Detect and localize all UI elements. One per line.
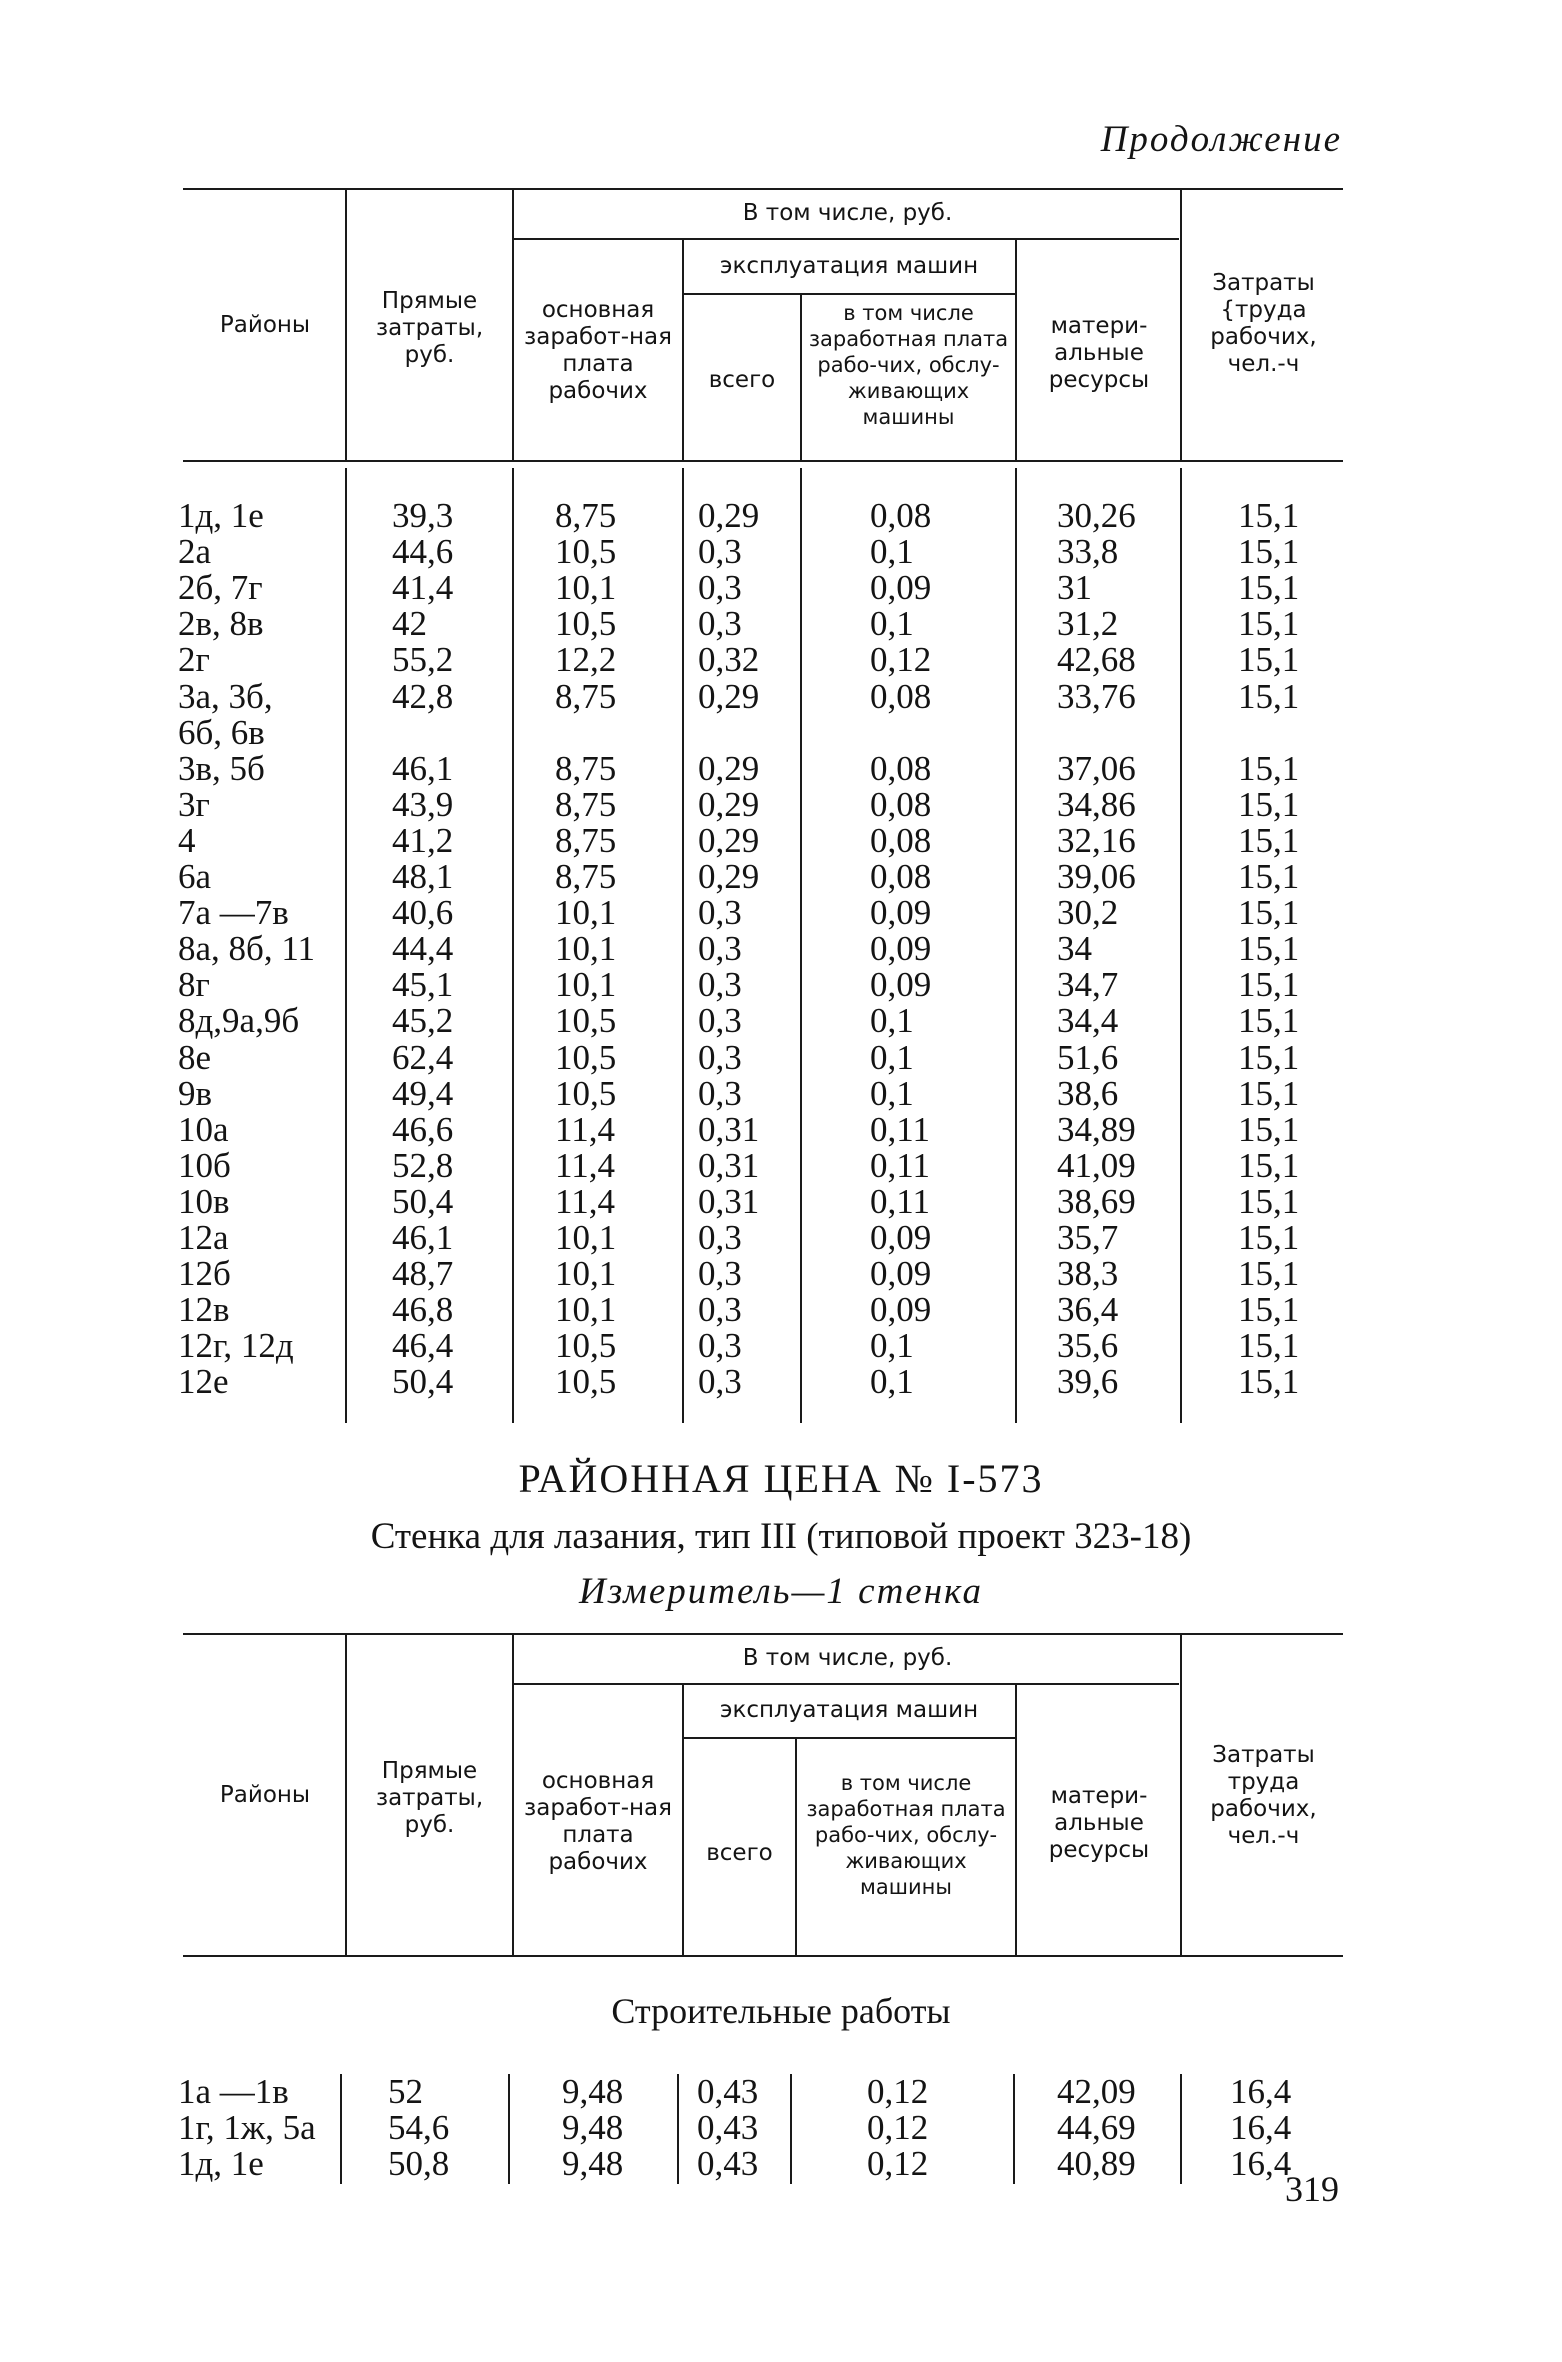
table-cell: 46,4	[392, 1326, 454, 1366]
header-osnovnaya: основная заработ-ная плата рабочих	[524, 1768, 672, 1875]
table1-top-rule	[183, 188, 1343, 190]
header-osnovnaya: основная заработ-ная плата рабочих	[524, 297, 672, 404]
district-cell: 9в	[178, 1073, 213, 1113]
table-cell: 0,08	[870, 676, 932, 716]
table-cell: 42,09	[1057, 2072, 1136, 2111]
table-cell: 38,3	[1057, 1254, 1119, 1294]
table-cell: 15,1	[1238, 496, 1300, 535]
table-cell: 31,2	[1057, 604, 1119, 644]
table-cell: 31	[1057, 568, 1092, 608]
table-cell: 10,5	[555, 1073, 617, 1113]
price-subtitle: Стенка для лазания, тип III (типовой проект 323-18)	[370, 1516, 1192, 1557]
price-title: РАЙОННАЯ ЦЕНА № I-573	[518, 1456, 1044, 1501]
table-cell: 34,7	[1057, 965, 1119, 1005]
table2-vtom-rule	[512, 1683, 1179, 1685]
district-cell: 6а	[178, 857, 212, 896]
table-cell: 44,4	[392, 929, 454, 969]
table-cell: 54,6	[388, 2108, 450, 2147]
table1-vline	[800, 295, 802, 462]
table-cell: 8,75	[555, 748, 617, 788]
body-vline	[682, 468, 684, 1423]
header-vsego: всего	[706, 1840, 773, 1866]
body-vline	[677, 2074, 679, 2184]
body-vline	[512, 468, 514, 1423]
header-pryamye: Прямые затраты, руб.	[375, 1758, 484, 1838]
body-vline	[790, 2074, 792, 2184]
table-cell: 0,3	[698, 1073, 742, 1113]
table-cell: 8,75	[555, 857, 617, 896]
table-cell: 16,4	[1230, 2108, 1292, 2147]
table-cell: 10,5	[555, 1001, 617, 1041]
district-cell: 12б	[178, 1254, 231, 1294]
table-cell: 0,29	[698, 820, 760, 860]
table-cell: 0,1	[870, 1073, 914, 1113]
table2-vline	[795, 1739, 797, 1955]
table-cell: 0,29	[698, 857, 760, 896]
table-cell: 16,4	[1230, 2144, 1292, 2183]
table-cell: 34,86	[1057, 784, 1136, 824]
table1-header-bottom-rule	[183, 460, 1343, 462]
table-cell: 0,1	[870, 532, 914, 572]
table-cell: 51,6	[1057, 1037, 1119, 1077]
table-cell: 9,48	[562, 2144, 624, 2183]
table-cell: 15,1	[1238, 604, 1300, 644]
table-cell: 44,69	[1057, 2108, 1136, 2147]
table-cell: 10,1	[555, 893, 617, 933]
table-cell: 0,3	[698, 965, 742, 1005]
district-cell: 3в, 5б	[178, 748, 265, 788]
table-cell: 0,11	[870, 1145, 930, 1185]
table-cell: 0,3	[698, 929, 742, 969]
table-cell: 15,1	[1238, 640, 1300, 680]
table-cell: 0,31	[698, 1181, 760, 1221]
table-cell: 10,1	[555, 965, 617, 1005]
table-cell: 0,09	[870, 1290, 932, 1330]
table-cell: 0,3	[698, 1326, 742, 1366]
table-cell: 0,09	[870, 929, 932, 969]
table-cell: 15,1	[1238, 1145, 1300, 1185]
table-cell: 15,1	[1238, 965, 1300, 1005]
table-cell: 15,1	[1238, 1254, 1300, 1294]
table-cell: 41,4	[392, 568, 454, 608]
table-cell: 0,08	[870, 748, 932, 788]
district-cell: 3г	[178, 784, 210, 824]
table-cell: 33,8	[1057, 532, 1119, 572]
table-cell: 0,3	[698, 1290, 742, 1330]
table-cell: 15,1	[1238, 568, 1300, 608]
body-vline	[508, 2074, 510, 2184]
table-cell: 0,09	[870, 1218, 932, 1257]
body-vline	[1015, 468, 1017, 1423]
continued-label: Продолжение	[1100, 119, 1342, 160]
table1-vline	[1015, 240, 1017, 462]
table-cell: 0,3	[698, 1001, 742, 1041]
body-vline	[1180, 2074, 1182, 2184]
header-v-tom-chisle-zarabot: в том числе заработная плата рабо-чих, обслу-живающих машины	[806, 1771, 1006, 1899]
table-cell: 10,1	[555, 1290, 617, 1330]
table-cell: 15,1	[1238, 929, 1300, 969]
table-cell: 0,43	[697, 2108, 759, 2147]
table-cell: 55,2	[392, 640, 454, 680]
district-cell: 8е	[178, 1037, 212, 1077]
district-cell: 2а	[178, 532, 212, 572]
table-cell: 0,08	[870, 784, 932, 824]
district-cell: 10а	[178, 1109, 229, 1149]
table-cell: 0,29	[698, 676, 760, 716]
table-cell: 40,6	[392, 893, 454, 933]
header-vsego: всего	[708, 367, 776, 393]
table-cell: 41,2	[392, 820, 454, 860]
table-cell: 0,1	[870, 1326, 914, 1366]
table-cell: 10,1	[555, 929, 617, 969]
table-cell: 15,1	[1238, 1037, 1300, 1077]
table-cell: 10,5	[555, 1362, 617, 1402]
table-cell: 0,11	[870, 1109, 930, 1149]
table-cell: 15,1	[1238, 857, 1300, 896]
table-cell: 46,1	[392, 748, 454, 788]
table-cell: 36,4	[1057, 1290, 1119, 1330]
header-rayony: Районы	[219, 1782, 311, 1808]
table-cell: 9,48	[562, 2108, 624, 2147]
table-cell: 52	[388, 2072, 423, 2111]
table-cell: 0,3	[698, 568, 742, 608]
table1-vline	[512, 190, 514, 462]
table-cell: 0,29	[698, 784, 760, 824]
table-cell: 0,12	[867, 2108, 929, 2147]
district-cell: 2б, 7г	[178, 568, 263, 608]
header-materialnye: матери-альные ресурсы	[1048, 313, 1150, 393]
table-cell: 46,1	[392, 1218, 454, 1257]
table-cell: 16,4	[1230, 2072, 1292, 2111]
table-cell: 15,1	[1238, 532, 1300, 572]
table-cell: 0,12	[867, 2144, 929, 2183]
table-cell: 10,1	[555, 1254, 617, 1294]
table-cell: 42	[392, 604, 427, 644]
header-ekspluataciya: эксплуатация машин	[719, 253, 979, 279]
table-cell: 8,75	[555, 676, 617, 716]
table-cell: 0,09	[870, 568, 932, 608]
table1-ekspl-rule	[682, 293, 1015, 295]
table-cell: 33,76	[1057, 676, 1136, 716]
table-cell: 0,08	[870, 496, 932, 535]
table-cell: 0,31	[698, 1109, 760, 1149]
table-cell: 9,48	[562, 2072, 624, 2111]
table-cell: 10,5	[555, 532, 617, 572]
table-cell: 15,1	[1238, 1290, 1300, 1330]
district-cell: 2в, 8в	[178, 604, 264, 644]
table-cell: 43,9	[392, 784, 454, 824]
body-vline	[800, 468, 802, 1423]
table-cell: 30,2	[1057, 893, 1119, 933]
district-cell: 6б, 6в	[178, 712, 265, 752]
section-title: Строительные работы	[611, 1991, 951, 2031]
district-cell: 1а —1в	[178, 2072, 289, 2111]
table-cell: 12,2	[555, 640, 617, 680]
district-cell: 1г, 1ж, 5а	[178, 2108, 316, 2147]
table-cell: 39,3	[392, 496, 454, 535]
table-cell: 15,1	[1238, 1001, 1300, 1041]
table-cell: 0,08	[870, 857, 932, 896]
table-cell: 32,16	[1057, 820, 1136, 860]
table2-header-bottom-rule	[183, 1955, 1343, 1957]
district-cell: 4	[178, 820, 196, 860]
table-cell: 0,12	[867, 2072, 929, 2111]
district-cell: 10в	[178, 1181, 230, 1221]
table-cell: 15,1	[1238, 820, 1300, 860]
table-cell: 15,1	[1238, 1073, 1300, 1113]
table-cell: 0,43	[697, 2144, 759, 2183]
table-cell: 0,29	[698, 748, 760, 788]
table-cell: 49,4	[392, 1073, 454, 1113]
table-cell: 10,1	[555, 568, 617, 608]
table-cell: 11,4	[555, 1109, 615, 1149]
table-cell: 52,8	[392, 1145, 454, 1185]
table-cell: 8,75	[555, 496, 617, 535]
table-cell: 10,1	[555, 1218, 617, 1257]
measure-unit: Измеритель—1 стенка	[579, 1571, 983, 1612]
table-cell: 15,1	[1238, 893, 1300, 933]
table-cell: 34,4	[1057, 1001, 1119, 1041]
table-cell: 0,3	[698, 893, 742, 933]
table-cell: 50,8	[388, 2144, 450, 2183]
district-cell: 12а	[178, 1218, 229, 1257]
table2-vline	[1015, 1685, 1017, 1955]
table-cell: 38,69	[1057, 1181, 1136, 1221]
district-cell: 8д,9а,9б	[178, 1001, 300, 1041]
table-cell: 0,3	[698, 532, 742, 572]
district-cell: 10б	[178, 1145, 231, 1185]
table-cell: 48,1	[392, 857, 454, 896]
table-cell: 15,1	[1238, 1109, 1300, 1149]
table-cell: 10,5	[555, 1326, 617, 1366]
table-cell: 44,6	[392, 532, 454, 572]
table-cell: 34	[1057, 929, 1092, 969]
table-cell: 50,4	[392, 1181, 454, 1221]
header-zatraty: Затраты труда рабочих, чел.-ч	[1210, 1742, 1317, 1849]
table-cell: 15,1	[1238, 1326, 1300, 1366]
body-vline	[345, 468, 347, 1423]
table-cell: 11,4	[555, 1145, 615, 1185]
table-cell: 0,3	[698, 1037, 742, 1077]
table-cell: 35,6	[1057, 1326, 1119, 1366]
table-cell: 50,4	[392, 1362, 454, 1402]
table1-vtom-rule	[512, 238, 1179, 240]
table-cell: 10,5	[555, 1037, 617, 1077]
table-cell: 46,8	[392, 1290, 454, 1330]
table-cell: 10,5	[555, 604, 617, 644]
table-cell: 15,1	[1238, 676, 1300, 716]
header-v-tom-chisle-zarabot: в том числе заработная плата рабо-чих, обслу-живающих машины	[808, 301, 1009, 429]
table-cell: 39,06	[1057, 857, 1136, 896]
table-cell: 0,3	[698, 604, 742, 644]
header-pryamye: Прямые затраты, руб.	[375, 288, 484, 368]
table-cell: 42,68	[1057, 640, 1136, 680]
table-cell: 35,7	[1057, 1218, 1119, 1257]
table-cell: 15,1	[1238, 1218, 1300, 1257]
district-cell: 12г, 12д	[178, 1326, 294, 1366]
table-cell: 0,09	[870, 893, 932, 933]
district-cell: 8г	[178, 965, 210, 1005]
table2-vline	[345, 1635, 347, 1955]
body-vline	[1180, 468, 1182, 1423]
header-v-tom-chisle: В том числе, руб.	[742, 1645, 953, 1671]
table-cell: 0,3	[698, 1254, 742, 1294]
body-vline	[1013, 2074, 1015, 2184]
table-cell: 40,89	[1057, 2144, 1136, 2183]
table-cell: 15,1	[1238, 748, 1300, 788]
table-cell: 30,26	[1057, 496, 1136, 535]
table-cell: 0,12	[870, 640, 932, 680]
table-cell: 0,09	[870, 965, 932, 1005]
table-cell: 62,4	[392, 1037, 454, 1077]
body-vline	[340, 2074, 342, 2184]
table2-ekspl-rule	[682, 1737, 1015, 1739]
table-cell: 45,1	[392, 965, 454, 1005]
table-cell: 15,1	[1238, 1181, 1300, 1221]
table-cell: 15,1	[1238, 1362, 1300, 1402]
table-cell: 37,06	[1057, 748, 1136, 788]
table-cell: 0,31	[698, 1145, 760, 1185]
district-cell: 8а, 8б, 11	[178, 929, 316, 969]
district-cell: 2г	[178, 640, 210, 680]
table-cell: 48,7	[392, 1254, 454, 1294]
district-cell: 12в	[178, 1290, 230, 1330]
district-cell: 1д, 1е	[178, 496, 264, 535]
table-cell: 42,8	[392, 676, 454, 716]
table-cell: 0,1	[870, 1001, 914, 1041]
table-cell: 0,29	[698, 496, 760, 535]
table-cell: 0,3	[698, 1362, 742, 1402]
table-cell: 15,1	[1238, 784, 1300, 824]
header-materialnye: матери-альные ресурсы	[1048, 1783, 1150, 1863]
table-cell: 8,75	[555, 820, 617, 860]
district-cell: 7а —7в	[178, 893, 289, 933]
table2-vline	[682, 1685, 684, 1955]
table-cell: 0,08	[870, 820, 932, 860]
table-cell: 46,6	[392, 1109, 454, 1149]
header-rayony: Районы	[219, 312, 311, 338]
table2-vline	[1180, 1635, 1182, 1955]
district-cell: 12е	[178, 1362, 229, 1402]
table-cell: 0,09	[870, 1254, 932, 1294]
table-cell: 0,1	[870, 604, 914, 644]
district-cell: 3а, 3б,	[178, 676, 273, 716]
table-cell: 34,89	[1057, 1109, 1136, 1149]
table-cell: 38,6	[1057, 1073, 1119, 1113]
table-cell: 0,1	[870, 1362, 914, 1402]
table-cell: 0,32	[698, 640, 760, 680]
table-cell: 11,4	[555, 1181, 615, 1221]
table-cell: 0,11	[870, 1181, 930, 1221]
table-cell: 0,1	[870, 1037, 914, 1077]
table-cell: 8,75	[555, 784, 617, 824]
table1-vline	[1180, 190, 1182, 462]
header-zatraty: Затраты {труда рабочих, чел.-ч	[1210, 270, 1317, 377]
table-cell: 39,6	[1057, 1362, 1119, 1402]
page-number: 319	[1285, 2169, 1339, 2209]
district-cell: 1д, 1е	[178, 2144, 264, 2183]
table-cell: 45,2	[392, 1001, 454, 1041]
table-cell: 41,09	[1057, 1145, 1136, 1185]
header-ekspluataciya: эксплуатация машин	[719, 1697, 979, 1723]
table1-vline	[345, 190, 347, 462]
table-cell: 0,3	[698, 1218, 742, 1257]
table2-top-rule	[183, 1633, 1343, 1635]
header-v-tom-chisle: В том числе, руб.	[742, 200, 953, 226]
table-cell: 0,43	[697, 2072, 759, 2111]
table2-vline	[512, 1635, 514, 1955]
